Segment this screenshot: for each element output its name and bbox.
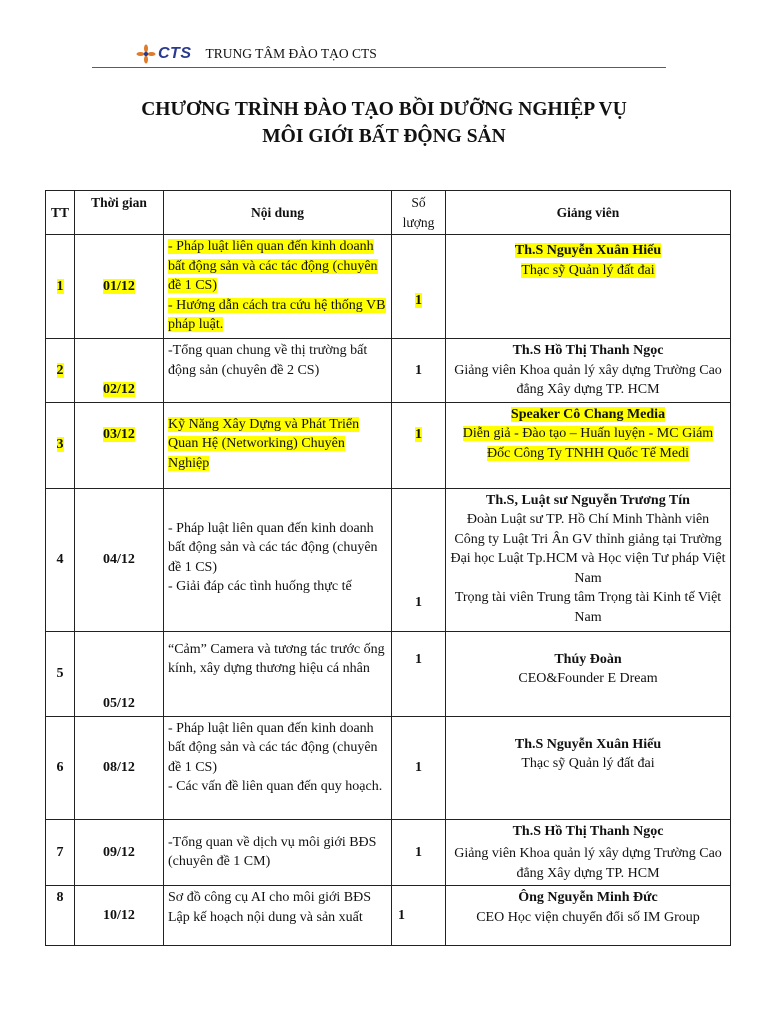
lecturer-title: Thạc sỹ Quản lý đất đai xyxy=(521,756,655,771)
header-lecturer: Giảng viên xyxy=(446,191,731,235)
row-date: 08/12 xyxy=(103,759,135,775)
org-name: TRUNG TÂM ĐÀO TẠO CTS xyxy=(205,46,377,61)
row-lecturer xyxy=(446,886,731,946)
row-lecturer xyxy=(446,631,731,716)
row-lecturer xyxy=(446,819,731,886)
lecturer-title: Giảng viên Khoa quản lý xây dựng Trường Cao đẳng Xây dựng TP. HCM xyxy=(454,362,722,397)
row-number: 6 xyxy=(56,759,64,775)
row-content xyxy=(164,339,392,403)
row-content xyxy=(164,402,392,488)
content-line: -Tổng quan chung về thị trường bất động sản (chuyên đề 2 CS) xyxy=(168,343,368,378)
row-qty: 1 xyxy=(415,759,422,775)
lecturer-name: Thúy Đoàn xyxy=(554,651,622,667)
row-date: 01/12 xyxy=(103,278,135,294)
lecturer-name: Th.S Nguyễn Xuân Hiếu xyxy=(514,736,662,752)
row-content xyxy=(164,716,392,819)
content-line: -Tổng quan về dịch vụ môi giới BĐS (chuyên đề 1 CM) xyxy=(168,834,377,870)
table-row xyxy=(46,488,731,631)
row-date: 02/12 xyxy=(103,382,135,397)
lecturer-title: CEO&Founder E Dream xyxy=(518,671,658,686)
row-lecturer xyxy=(446,402,731,488)
content-line: Kỹ Năng Xây Dựng và Phát Triển Quan Hệ (Networking) Chuyên Nghiệp xyxy=(168,416,360,471)
lecturer-name: Th.S, Luật sư Nguyễn Trương Tín xyxy=(486,492,690,508)
content-line: “Cảm” Camera và tương tác trước ống kính, xây dựng thương hiệu cá nhân xyxy=(168,641,385,676)
content-line: Sơ đồ công cụ AI cho môi giới BĐS xyxy=(168,890,372,905)
lecturer-title: Diễn giả - Đào tạo – Huấn luyện - MC Giám Đốc Công Ty TNHH Quốc Tế Medi xyxy=(462,426,714,461)
row-qty: 1 xyxy=(415,844,422,860)
row-date: 10/12 xyxy=(103,907,135,923)
header-time: Thời gian xyxy=(75,191,164,235)
table-header-row xyxy=(46,191,731,235)
header-divider xyxy=(92,67,666,68)
table-row xyxy=(46,716,731,819)
row-number: 4 xyxy=(56,551,64,567)
lecturer-title: Thạc sỹ Quản lý đất đai xyxy=(521,262,655,278)
lecturer-title: Giảng viên Khoa quản lý xây dựng Trường Cao đẳng Xây dựng TP. HCM xyxy=(454,846,722,881)
table-row xyxy=(46,886,731,946)
lecturer-name: Th.S Hồ Thị Thanh Ngọc xyxy=(512,823,664,839)
table-row xyxy=(46,339,731,403)
row-content xyxy=(164,631,392,716)
row-date: 09/12 xyxy=(103,844,135,860)
lecturer-name: Th.S Nguyễn Xuân Hiếu xyxy=(514,243,662,258)
header-qty xyxy=(392,191,446,235)
lecturer-name: Speaker Cô Chang Media xyxy=(510,406,666,422)
row-content xyxy=(164,819,392,886)
row-lecturer xyxy=(446,339,731,403)
row-content xyxy=(164,488,392,631)
cts-logo-icon xyxy=(136,44,156,64)
content-line: - Pháp luật liên quan đến kinh doanh bất động sản và các tác động (chuyên đề 1 CS) xyxy=(168,720,378,775)
row-lecturer xyxy=(446,235,731,339)
content-line: - Hướng dẫn cách tra cứu hệ thống VB pháp luật. xyxy=(168,297,386,332)
page-header xyxy=(136,42,377,66)
lecturer-name: Th.S Hồ Thị Thanh Ngọc xyxy=(512,343,664,358)
row-content xyxy=(164,886,392,946)
logo-text: CTS xyxy=(158,45,192,62)
title-line-2: MÔI GIỚI BẤT ĐỘNG SẢN xyxy=(262,126,506,147)
row-qty: 1 xyxy=(415,595,422,610)
header-qty-line1: Số xyxy=(411,195,426,210)
row-number: 2 xyxy=(56,362,64,378)
lecturer-name: Ông Nguyễn Minh Đức xyxy=(518,890,658,905)
row-qty: 1 xyxy=(415,651,422,667)
row-number: 5 xyxy=(56,665,64,681)
header-content: Nội dung xyxy=(164,191,392,235)
content-line: Lập kế hoạch nội dung và sản xuất xyxy=(168,909,363,925)
row-qty: 1 xyxy=(415,426,422,442)
document-title xyxy=(0,96,768,150)
schedule-table xyxy=(45,190,731,946)
cts-logo xyxy=(136,44,192,64)
row-qty: 1 xyxy=(415,292,422,308)
table-row xyxy=(46,631,731,716)
row-number: 3 xyxy=(56,437,64,453)
row-date: 04/12 xyxy=(103,551,135,567)
row-date: 05/12 xyxy=(103,696,135,711)
lecturer-title: CEO Học viện chuyển đổi số IM Group xyxy=(476,909,700,925)
row-content xyxy=(164,235,392,339)
row-lecturer xyxy=(446,716,731,819)
title-line-1: CHƯƠNG TRÌNH ĐÀO TẠO BỒI DƯỠNG NGHIỆP VỤ xyxy=(141,99,627,120)
row-lecturer xyxy=(446,488,731,631)
row-number: 8 xyxy=(56,890,64,905)
row-qty: 1 xyxy=(415,362,422,378)
lecturer-title: Đoàn Luật sư TP. Hồ Chí Minh Thành viên Công ty Luật Tri Ân GV thỉnh giảng tại Trường Đại học Luật Tp.HCM và Học viện Tư pháp Việt Nam xyxy=(450,512,726,586)
content-line: - Pháp luật liên quan đến kinh doanh bất động sản và các tác động (chuyên đề 1 CS) xyxy=(168,520,378,575)
header-qty-line2: lượng xyxy=(402,214,435,230)
content-line: - Pháp luật liên quan đến kinh doanh bất động sản và các tác động (chuyên đề 1 CS) xyxy=(168,239,378,293)
table-row xyxy=(46,819,731,886)
table-row xyxy=(46,402,731,488)
row-number: 7 xyxy=(56,844,64,860)
row-number: 1 xyxy=(56,278,64,294)
row-qty: 1 xyxy=(398,907,405,923)
row-date: 03/12 xyxy=(103,426,135,442)
header-tt: TT xyxy=(46,191,75,235)
lecturer-title: Trọng tài viên Trung tâm Trọng tài Kinh tế Việt Nam xyxy=(454,590,722,625)
content-line: - Các vấn đề liên quan đến quy hoạch. xyxy=(168,779,383,794)
content-line: - Giải đáp các tình huống thực tế xyxy=(168,579,352,594)
table-row xyxy=(46,235,731,339)
